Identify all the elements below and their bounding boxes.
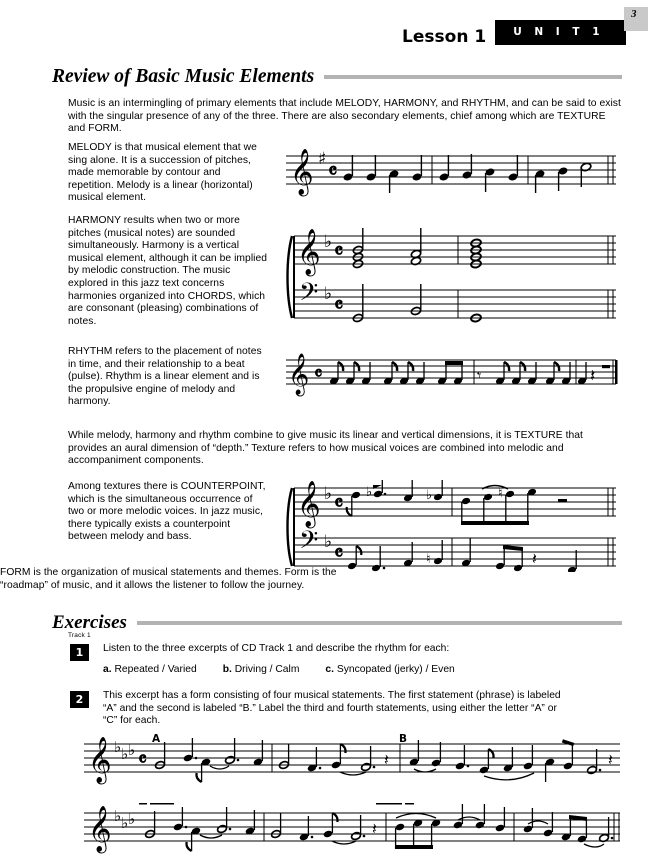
beamed-group: [461, 486, 537, 526]
rhythm-staff-svg: [286, 352, 618, 398]
flat-icon: ♭: [324, 232, 333, 252]
exercise2-staff2-svg: [84, 795, 622, 857]
section-heading-exercises: [52, 612, 622, 634]
flat-icon: ♭: [324, 532, 333, 552]
paragraph-form: FORM is the organization of musical statements and themes. Form is the “roadmap” of music, and it allows the listener to follow the journey.: [0, 567, 337, 591]
tie: [584, 844, 604, 847]
chord: [410, 228, 421, 266]
counterpoint-staff-svg: [286, 480, 618, 572]
melody-staff-svg: [286, 146, 618, 200]
final-barline: [608, 236, 613, 318]
brace-icon: [288, 236, 293, 318]
music-example-rhythm: [286, 352, 618, 398]
flat-icon: ♭: [121, 814, 129, 832]
quarter-rest-icon: 𝄽: [384, 750, 389, 769]
phrase-label-a: A: [152, 733, 161, 745]
unit-badge: [495, 8, 641, 45]
section-heading-exercises-text: Exercises: [52, 612, 127, 633]
chord: [352, 228, 363, 269]
common-time-signature: 𝄴: [334, 292, 344, 317]
treble-clef-icon: 𝄞: [297, 481, 321, 527]
note-group: [155, 738, 613, 782]
choice-c-letter: c.: [325, 664, 334, 675]
music-example-counterpoint: [286, 480, 618, 572]
rhythm-notes: [329, 360, 610, 386]
eighth-rest-icon: 𝄾: [477, 366, 482, 385]
treble-clef-icon: 𝄞: [290, 149, 314, 195]
flat-icon: ♭: [114, 738, 122, 756]
exercise2-staff1-svg: [84, 730, 622, 788]
flat-icon: ♭: [366, 485, 373, 500]
brace-icon: [288, 488, 293, 566]
exercise-number-1: 1: [70, 644, 89, 661]
flat-icon: ♭: [426, 488, 433, 503]
natural-icon: ♮: [426, 552, 431, 567]
final-barline: [608, 488, 613, 566]
beamed-pair: [437, 361, 463, 385]
exercise-1-choices: [103, 664, 603, 677]
music-example-exercise2-system1: [84, 730, 622, 788]
section-heading-review: [52, 66, 622, 88]
flat-icon: ♭: [121, 745, 129, 763]
choice-a-text: Repeated / Varied: [114, 664, 197, 675]
exercise-2-prompt: This excerpt has a form consisting of four musical statements. The first statement (phrase) is labeled “A” and the second is labeled “B.” Label the third and fourth statements, using either the letter “A” or “C” for each.: [103, 690, 561, 727]
common-time-signature: 𝄴: [314, 363, 323, 385]
choice-a-letter: a.: [103, 664, 112, 675]
quarter-rest-icon: 𝄽: [532, 549, 537, 568]
flat-icon: ♭: [114, 807, 122, 825]
music-example-melody: [286, 146, 618, 200]
quarter-rest-icon: 𝄽: [372, 819, 377, 838]
half-rest-icon: [558, 499, 567, 502]
sharp-icon: ♯: [318, 149, 327, 169]
track-label: Track 1: [68, 632, 91, 639]
quarter-rest-icon: 𝄽: [608, 750, 613, 769]
treble-clef-icon: 𝄞: [88, 737, 112, 783]
note-group: [343, 154, 592, 193]
common-time-signature: 𝄴: [328, 158, 338, 183]
beamed-pair: [561, 815, 587, 843]
answer-blank-1: [139, 803, 174, 805]
phrase-label-b: B: [399, 733, 408, 745]
half-rest-icon: [602, 365, 610, 368]
common-time-signature: 𝄴: [334, 540, 344, 565]
choice-b-text: Driving / Calm: [234, 664, 300, 675]
section-heading-review-text: Review of Basic Music Elements: [52, 66, 315, 87]
bass-clef-icon: 𝄢: [299, 278, 319, 313]
treble-clef-icon: 𝄞: [88, 806, 112, 852]
tie: [210, 766, 229, 769]
flat-icon: ♭: [128, 741, 136, 759]
choice-a[interactable]: [103, 664, 197, 677]
music-example-harmony: [286, 228, 618, 324]
flat-icon: ♭: [128, 810, 136, 828]
exercise-number-2: 2: [70, 691, 89, 708]
slur: [528, 821, 548, 824]
common-time-signature: 𝄴: [334, 490, 344, 515]
paragraph-intro: Music is an intermingling of primary elements that include MELODY, HARMONY, and RHYTHM, and can be said to exist with the singular presence of any of the three. There are also secondary elements, chief among which are TEXTURE and FORM.: [68, 98, 621, 135]
heading-rule: [324, 75, 622, 79]
answer-blank-2: [376, 803, 414, 805]
choice-b[interactable]: [223, 664, 300, 677]
paragraph-harmony: HARMONY results when two or more pitches (musical notes) are sounded simultaneously. Harmony is a vertical musical element, although it can be implied by melodic construction. The music explored in this jazz text concerns harmonies organized into CHORDS, which are consonant (pleasing) combinations of notes.: [68, 215, 268, 327]
lesson-title: Lesson 1: [402, 27, 487, 47]
heading-rule: [137, 621, 622, 625]
treble-clef-icon: 𝄞: [288, 354, 310, 395]
slur: [396, 814, 436, 819]
tie: [200, 835, 222, 838]
choice-b-letter: b.: [222, 664, 232, 675]
exercise-1-prompt: Listen to the three excerpts of CD Track 1 and describe the rhythm for each:: [103, 643, 450, 654]
note-group: [347, 480, 443, 516]
unit-badge-label: U N I T 1: [513, 26, 604, 38]
flat-icon: ♭: [324, 284, 333, 304]
paragraph-rhythm: RHYTHM refers to the placement of notes in time, and their relationship to a beat (pulse). Rhythm is a linear element and is the propulsive engine of melody and harmony.: [68, 346, 262, 408]
natural-icon: ♮: [498, 486, 503, 501]
paragraph-texture: While melody, harmony and rhythm combine to give music its linear and vertical dimensions, it is TEXTURE that provides an aural dimension of “depth.” Texture refers to how musical voices are combined into melodic and accompaniment components.: [68, 430, 583, 467]
common-time-signature: 𝄴: [334, 238, 344, 263]
page-number: 3: [624, 7, 648, 31]
page-header: [402, 8, 641, 47]
paragraph-counterpoint: Among textures there is COUNTERPOINT, which is the simultaneous occurrence of two or more melodic voices. In jazz music, there typically exists a counterpoint between melody and bass.: [68, 481, 266, 543]
paragraph-melody: MELODY is that musical element that we sing alone. It is a succession of pitches, made memorable by contour and repetition. Melody is a linear (horizontal) musical element.: [68, 142, 257, 204]
harmony-staff-svg: [286, 228, 618, 324]
choice-c-text: Syncopated (jerky) / Even: [336, 664, 455, 675]
treble-clef-icon: 𝄞: [297, 229, 321, 275]
note-group: [461, 538, 577, 572]
flat-icon: ♭: [324, 484, 333, 504]
music-example-exercise2-system2: [84, 795, 622, 857]
common-time-signature: 𝄴: [138, 747, 147, 771]
bass-clef-icon: 𝄢: [299, 526, 319, 561]
quarter-rest-icon: 𝄽: [590, 366, 596, 386]
choice-c[interactable]: [325, 664, 454, 677]
beamed-group: [395, 814, 441, 850]
slur: [484, 773, 534, 780]
